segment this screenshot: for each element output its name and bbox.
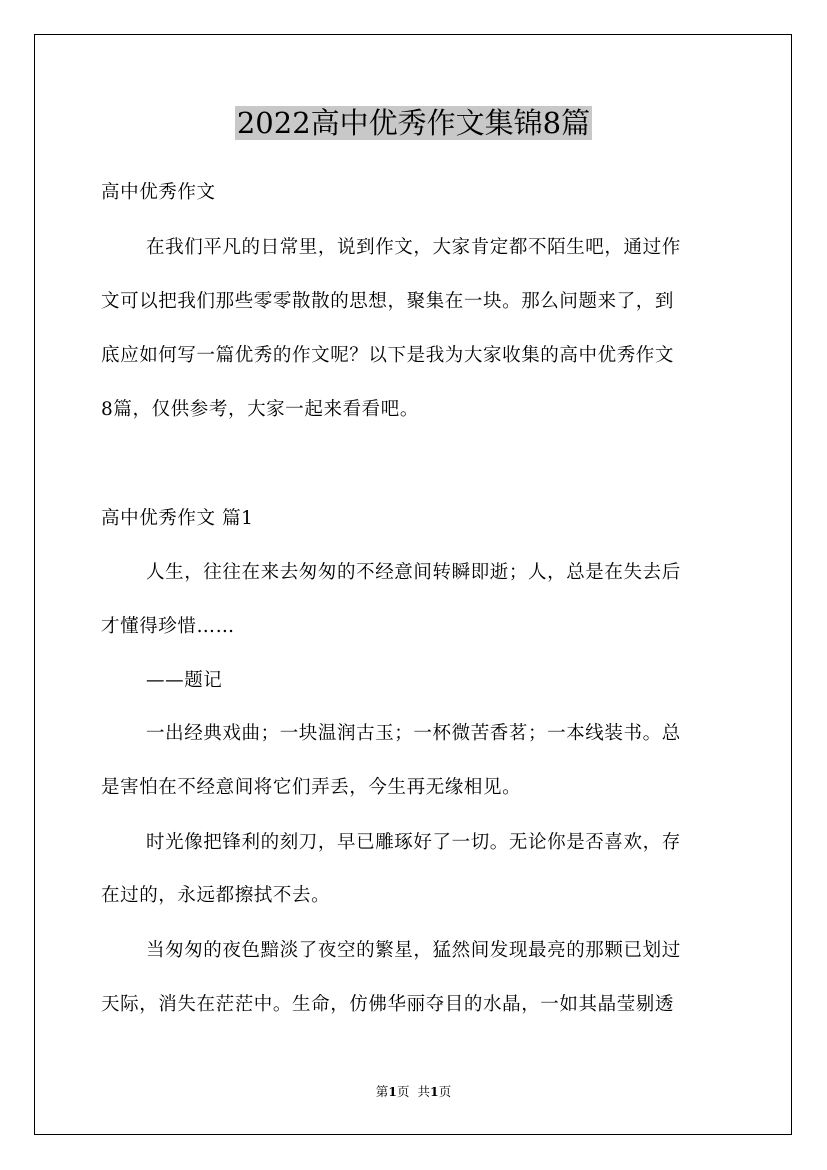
footer-page-total: 1 xyxy=(429,1084,439,1099)
document-title xyxy=(0,103,827,143)
essay-line: 一出经典戏曲；一块温润古玉；一杯微苦香茗；一本线装书。总 xyxy=(146,723,681,744)
footer-page-current: 1 xyxy=(388,1084,397,1099)
page-footer xyxy=(0,1083,827,1101)
essay-line: 是害怕在不经意间将它们弄丢，今生再无缘相见。 xyxy=(101,777,522,798)
essay-line: 时光像把锋利的刻刀，早已雕琢好了一切。无论你是否喜欢，存 xyxy=(146,832,681,853)
intro-line: 底应如何写一篇优秀的作文呢？以下是我为大家收集的高中优秀作文 xyxy=(101,345,675,366)
essay-line: 当匆匆的夜色黯淡了夜空的繁星，猛然间发现最亮的那颗已划过 xyxy=(146,940,681,961)
section-heading: 高中优秀作文 xyxy=(101,182,216,203)
essay-line: 才懂得珍惜…… xyxy=(101,616,235,637)
footer-page-prefix: 第 xyxy=(375,1084,389,1099)
footer-total-suffix: 页 xyxy=(438,1084,452,1099)
document-title-text: 2022高中优秀作文集锦8篇 xyxy=(236,106,591,140)
essay-heading: 高中优秀作文 篇1 xyxy=(101,508,254,529)
essay-line: 在过的，永远都擦拭不去。 xyxy=(101,885,331,906)
essay-line: 人生，往往在来去匆匆的不经意间转瞬即逝；人，总是在失去后 xyxy=(146,562,681,583)
intro-line: 8篇，仅供参考，大家一起来看看吧。 xyxy=(101,399,419,420)
footer-page-suffix: 页 xyxy=(397,1084,410,1099)
epigraph-label: ——题记 xyxy=(146,670,223,691)
footer-total-prefix: 共 xyxy=(417,1084,430,1099)
essay-line: 天际，消失在茫茫中。生命，仿佛华丽夺目的水晶，一如其晶莹剔透 xyxy=(101,994,675,1015)
intro-line: 在我们平凡的日常里，说到作文，大家肯定都不陌生吧，通过作 xyxy=(146,237,681,258)
intro-line: 文可以把我们那些零零散散的思想，聚集在一块。那么问题来了，到 xyxy=(101,291,675,312)
